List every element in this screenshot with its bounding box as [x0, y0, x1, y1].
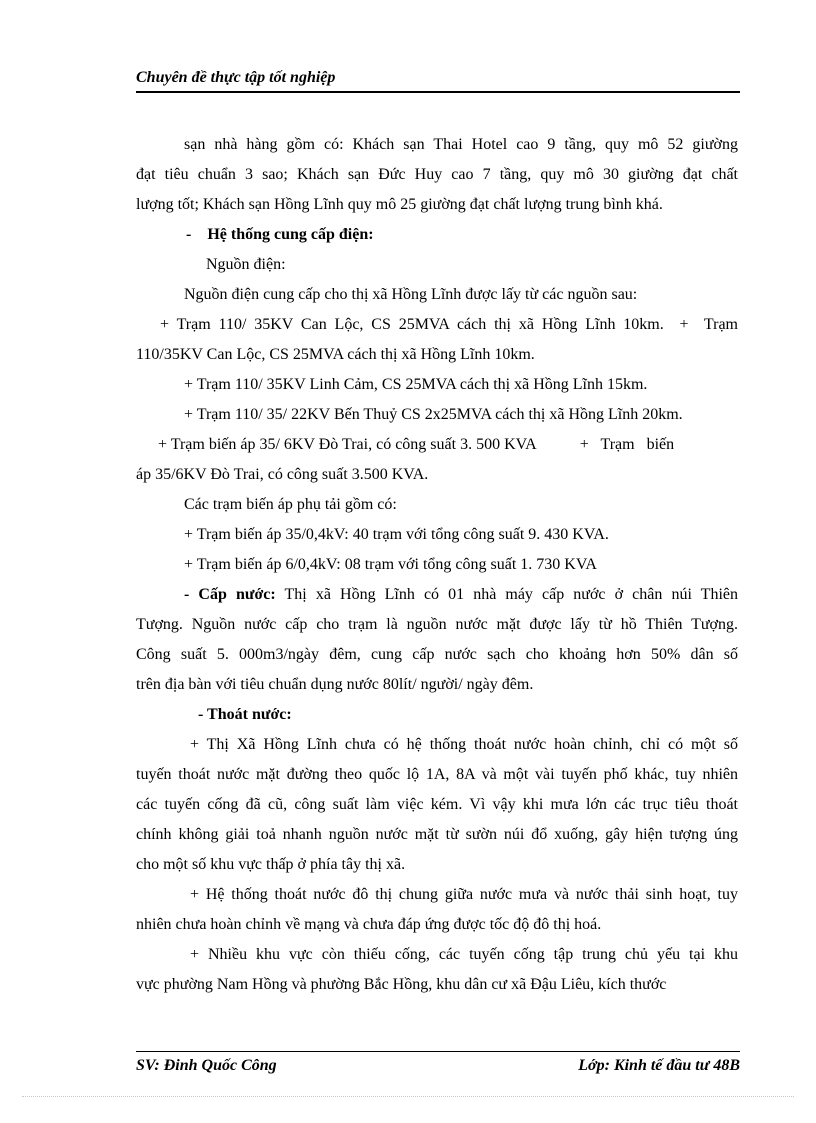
paragraph-line: cho một số khu vực thấp ở phía tây thị xã. — [136, 856, 406, 873]
paragraph-line: Nguồn điện: — [206, 256, 286, 273]
paragraph-line: 110/35KV Can Lộc, CS 25MVA cách thị xã Hồng Lĩnh 10km. — [136, 346, 535, 363]
header-title: Chuyên đề thực tập tốt nghiệp — [136, 69, 336, 86]
page-footer — [136, 1051, 740, 1076]
paragraph-line: tuyến thoát nước mặt đường theo quốc lộ 1A, 8A và một vài tuyến phố khác, tuy nhiên — [136, 766, 738, 783]
section-heading-drainage: - Thoát nước: — [198, 706, 292, 723]
paragraph-line: Tượng. Nguồn nước cấp cho trạm là nguồn nước mặt được lấy từ hồ Thiên Tượng. — [136, 616, 738, 633]
paragraph-line: áp 35/6KV Đò Trai, có công suất 3.500 KVA. — [136, 466, 429, 483]
paragraph-line: + Trạm biến áp 35/ 6KV Đò Trai, có công suất 3. 500 KVA + Trạm biến — [158, 436, 675, 453]
water-supply-text: Thị xã Hồng Lĩnh có 01 nhà máy cấp nước ở chân núi Thiên — [284, 586, 738, 603]
paragraph-line — [136, 580, 738, 610]
footer-student: SV: Đinh Quốc Công — [136, 1057, 277, 1074]
paragraph-line: + Trạm biến áp 6/0,4kV: 08 trạm với tổng công suất 1. 730 KVA — [184, 556, 597, 573]
paragraph-line: sạn nhà hàng gồm có: Khách sạn Thai Hotel cao 9 tầng, quy mô 52 giường — [184, 136, 738, 153]
paragraph-line: lượng tốt; Khách sạn Hồng Lĩnh quy mô 25 giường đạt chất lượng trung bình khá. — [136, 196, 663, 213]
paragraph-line: + Trạm 110/ 35KV Can Lộc, CS 25MVA cách thị xã Hồng Lĩnh 10km. + Trạm — [160, 316, 738, 333]
water-supply-label: - Cấp nước: — [184, 586, 276, 603]
paragraph-line: + Trạm 110/ 35/ 22KV Bến Thuỷ CS 2x25MVA cách thị xã Hồng Lĩnh 20km. — [184, 406, 683, 423]
paragraph-line: nhiên chưa hoàn chỉnh về mạng và chưa đáp ứng được tốc độ đô thị hoá. — [136, 916, 602, 933]
paragraph-line: + Trạm 110/ 35KV Linh Cảm, CS 25MVA cách thị xã Hồng Lĩnh 15km. — [184, 376, 648, 393]
page-header — [136, 68, 740, 93]
paragraph-line: + Hệ thống thoát nước đô thị chung giữa nước mưa và nước thải sinh hoạt, tuy — [190, 886, 738, 903]
paragraph-line: vực phường Nam Hồng và phường Bắc Hồng, khu dân cư xã Đậu Liêu, kích thước — [136, 976, 667, 993]
footer-class: Lớp: Kinh tế đầu tư 48B — [578, 1057, 740, 1074]
page-bottom-border — [22, 1096, 794, 1097]
paragraph-line: trên địa bàn với tiêu chuẩn dụng nước 80lít/ người/ ngày đêm. — [136, 676, 534, 693]
paragraph-line: đạt tiêu chuẩn 3 sao; Khách sạn Đức Huy cao 7 tầng, quy mô 30 giường đạt chất — [136, 166, 738, 183]
paragraph-line: chính không giải toả nhanh nguồn nước mặt từ sườn núi đổ xuống, gây hiện tượng úng — [136, 826, 738, 843]
paragraph-line: các tuyến cống đã cũ, công suất làm việc kém. Vì vậy khi mưa lớn các trục tiêu thoát — [136, 796, 738, 813]
paragraph-line: Các trạm biến áp phụ tải gồm có: — [184, 496, 397, 513]
paragraph-line: Nguồn điện cung cấp cho thị xã Hồng Lĩnh được lấy từ các nguồn sau: — [184, 286, 638, 303]
document-body — [136, 130, 738, 1000]
paragraph-line: + Thị Xã Hồng Lĩnh chưa có hệ thống thoát nước hoàn chỉnh, chỉ có một số — [190, 736, 738, 753]
paragraph-line: + Trạm biến áp 35/0,4kV: 40 trạm với tổng công suất 9. 430 KVA. — [184, 526, 609, 543]
paragraph-line: Công suất 5. 000m3/ngày đêm, cung cấp nước sạch cho khoảng hơn 50% dân số — [136, 646, 738, 663]
section-heading-electricity: - Hệ thống cung cấp điện: — [186, 226, 374, 243]
paragraph-line: + Nhiều khu vực còn thiếu cống, các tuyến cống tập trung chủ yếu tại khu — [190, 946, 738, 963]
